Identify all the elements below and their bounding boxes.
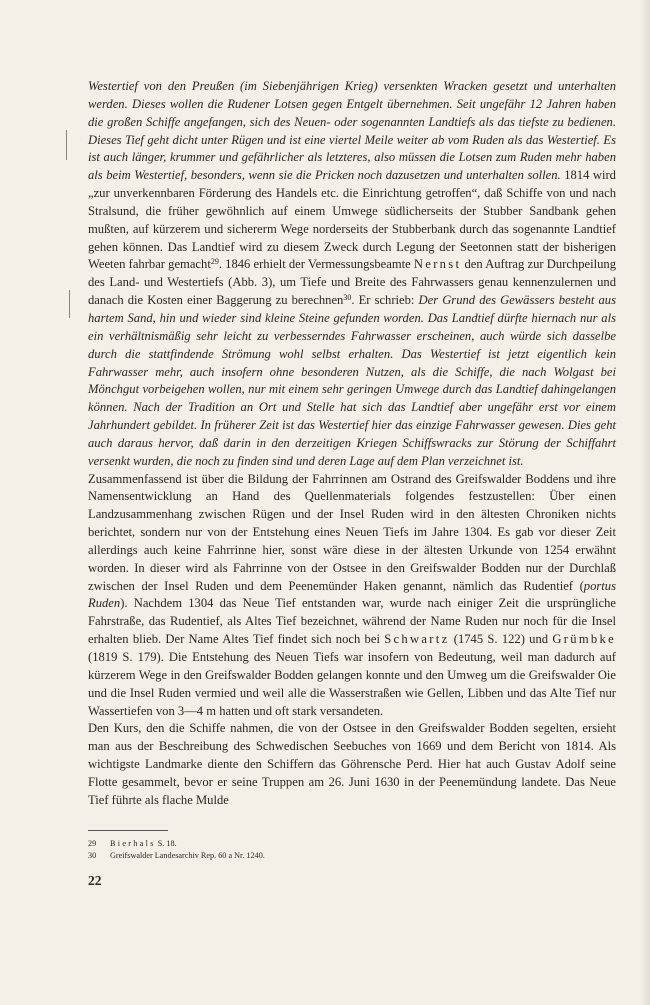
margin-pencil-mark xyxy=(66,130,67,160)
text-run: 1814 wird „zur unverkennbaren Förderung des Handels etc. die Einrichtung getroffen“, daß Schiffe von und nach Stralsund, die früher gewöhnlich auf einem Umwege südlicherseits der Stubber Sandbank gehen mußten, auf kürzerem und sichererm Wege norderseits der Stubberbank durch das sogenannte Landtief gehen können. Das Landtief wird zu diesem Zweck durch Legung der Seetonnen statt der bisherigen Weeten fahrbar gemacht xyxy=(88,168,616,272)
latin-term: portus Ruden xyxy=(88,578,616,611)
author-name: Nernst xyxy=(413,257,462,272)
footnote-author: Bierhals xyxy=(110,839,156,848)
paragraph xyxy=(88,471,616,721)
text-run: (1819 S. 179). Die Entstehung des Neuen Tiefs war insofern von Bedeutung, weil man dadurch auf kürzerem Wege in den Greifswalder Bodden gelangen konnte und den Umweg um die Greifswalder Oie und die Insel Ruden vermied und weil alle die Wasserstraßen wie Gellen, Libben und das Alte Tief nur Wassertiefen von 3—4 m hatten und oft stark versandeten. xyxy=(88,650,616,718)
footnote-ref[interactable]: 30 xyxy=(343,293,352,303)
quote-text: Der Grund des Gewässers besteht aus hartem Sand, hin und wieder sind kleine Steine gefunden worden. Das Landtief dürfte hiernach nur als ein verhältnismäßig sehr leicht zu verbesserndes Fahrwasser erscheinen, auch würde sich dasselbe durch die stattfindende Strömung wohl selbst erhalten. Das Westertief ist jetzt eigentlich kein Fahrwasser mehr, auch insofern ohne besonderen Nutzen, als die Schiffe, die nach Wolgast bei Mönchgut vorbeigehen wollen, nur mit einem sehr geringen Umwege durch das Landtief dahingelangen können. Nach der Tradition an Ort und Stelle hat sich das Landtief aber ungefähr erst vor einem Jahrhundert gebildet. In früherer Zeit ist das Westertief hier das einzige Fahrwasser gewesen. Dies geht auch daraus hervor, daß darin in den derzeitigen Kriegen Schiffswracks zur Störung der Schiffahrt versenkt wurden, die noch zu finden sind und deren Lage auf dem Plan verzeichnet ist. xyxy=(88,293,616,468)
footnote-text: S. 18. xyxy=(155,839,177,848)
footnote-number: 30 xyxy=(88,850,97,860)
author-name: Schwartz xyxy=(384,632,450,647)
footnote-text: Greifswalder Landesarchiv Rep. 60 a Nr. 1240. xyxy=(110,850,265,860)
paragraph: Den Kurs, den die Schiffe nahmen, die von der Ostsee in den Greifswalder Bodden segelten, ersieht man aus der Beschreibung des Schwedischen Seebuches von 1669 und dem Bericht von 1814. Als wichtigste Landmarke diente den Schiffern das Göhrensche Perd. Hier hat auch Gustav Adolf seine Flotte gesammelt, bevor er seine Truppen am 26. Juni 1630 in der Peenemündung landete. Das Neue Tief führte als flache Mulde xyxy=(88,721,616,807)
text-run: ). Nachdem 1304 das Neue Tief entstanden war, wurde nach einiger Zeit die ursprüngliche Fahrstraße, das Rudentief, als Altes Tief bezeichnet, während der Name Ruden nur noch für die Insel erhalten blieb. Der Name Altes Tief findet sich noch bei xyxy=(88,596,616,647)
footnote-ref[interactable]: 29 xyxy=(210,257,219,267)
page-number: 22 xyxy=(88,873,102,888)
text-run: Zusammenfassend ist über die Bildung der Fahrrinnen am Ostrand des Greifswalder Boddens und ihre Namensentwicklung an Hand des Quellenmaterials folgendes festzustellen: Über einen Landzusammenhang zwischen Rügen und der Insel Ruden wird in den ältesten Chroniken nichts berichtet, sondern nur von der Entstehung eines Neuen Tiefs im Jahre 1304. Es gab vor dieser Zeit allerdings auch keine Fahrrinne hier, sonst wäre diese in der ältesten Urkunde von 1254 erwähnt worden. In dieser wird als Fahrrinne von der Ostsee in den Greifswalder Bodden nur der Durchlaß zwischen der Insel Ruden und dem Peenemünder Haken genannt, nämlich das Rudentief ( xyxy=(88,471,616,593)
footnote-divider xyxy=(88,830,168,831)
author-name: Grümbke xyxy=(552,632,616,647)
text-run: den Auftrag zur Durchpeilung des Land- und Westertiefs (Abb. 3), um Tiefe und Breite des Fahrwassers genau kennenzulernen und danach die Kosten einer Baggerung zu berechnen xyxy=(88,257,616,308)
text-run: . 1846 erhielt der Vermessungsbeamte xyxy=(218,257,414,272)
main-text xyxy=(88,78,616,810)
paragraph xyxy=(88,78,616,471)
text-run: . Er schrieb: xyxy=(351,293,419,308)
margin-pencil-mark xyxy=(69,290,70,318)
footnote xyxy=(88,838,616,850)
text-run: (1745 S. 122) und xyxy=(449,632,553,647)
page-edge-shadow xyxy=(640,0,650,1005)
footnotes xyxy=(88,838,616,861)
footnote xyxy=(88,850,616,862)
footnote-number: 29 xyxy=(88,839,97,848)
quote-text: Westertief von den Preußen (im Siebenjährigen Krieg) versenkten Wracken gesetzt und unterhalten werden. Dieses wollen die Rudener Lotsen gegen Entgelt übernehmen. Seit ungefähr 12 Jahren haben die großen Schiffe angefangen, sich des Neuen- oder sogenannten Landtiefs als das tiefste zu bedienen. Dieses Tief geht dicht unter Rügen und ist eine viertel Meile weiter ab vom Ruden als das Westertief. Es ist auch länger, krummer und gefährlicher als letzteres, also müssen die Lotsen zum Ruden mehr haben als beim Westertief, besonders, wenn sie die Pricken noch dazusetzen und unterhalten sollen. xyxy=(88,79,616,183)
